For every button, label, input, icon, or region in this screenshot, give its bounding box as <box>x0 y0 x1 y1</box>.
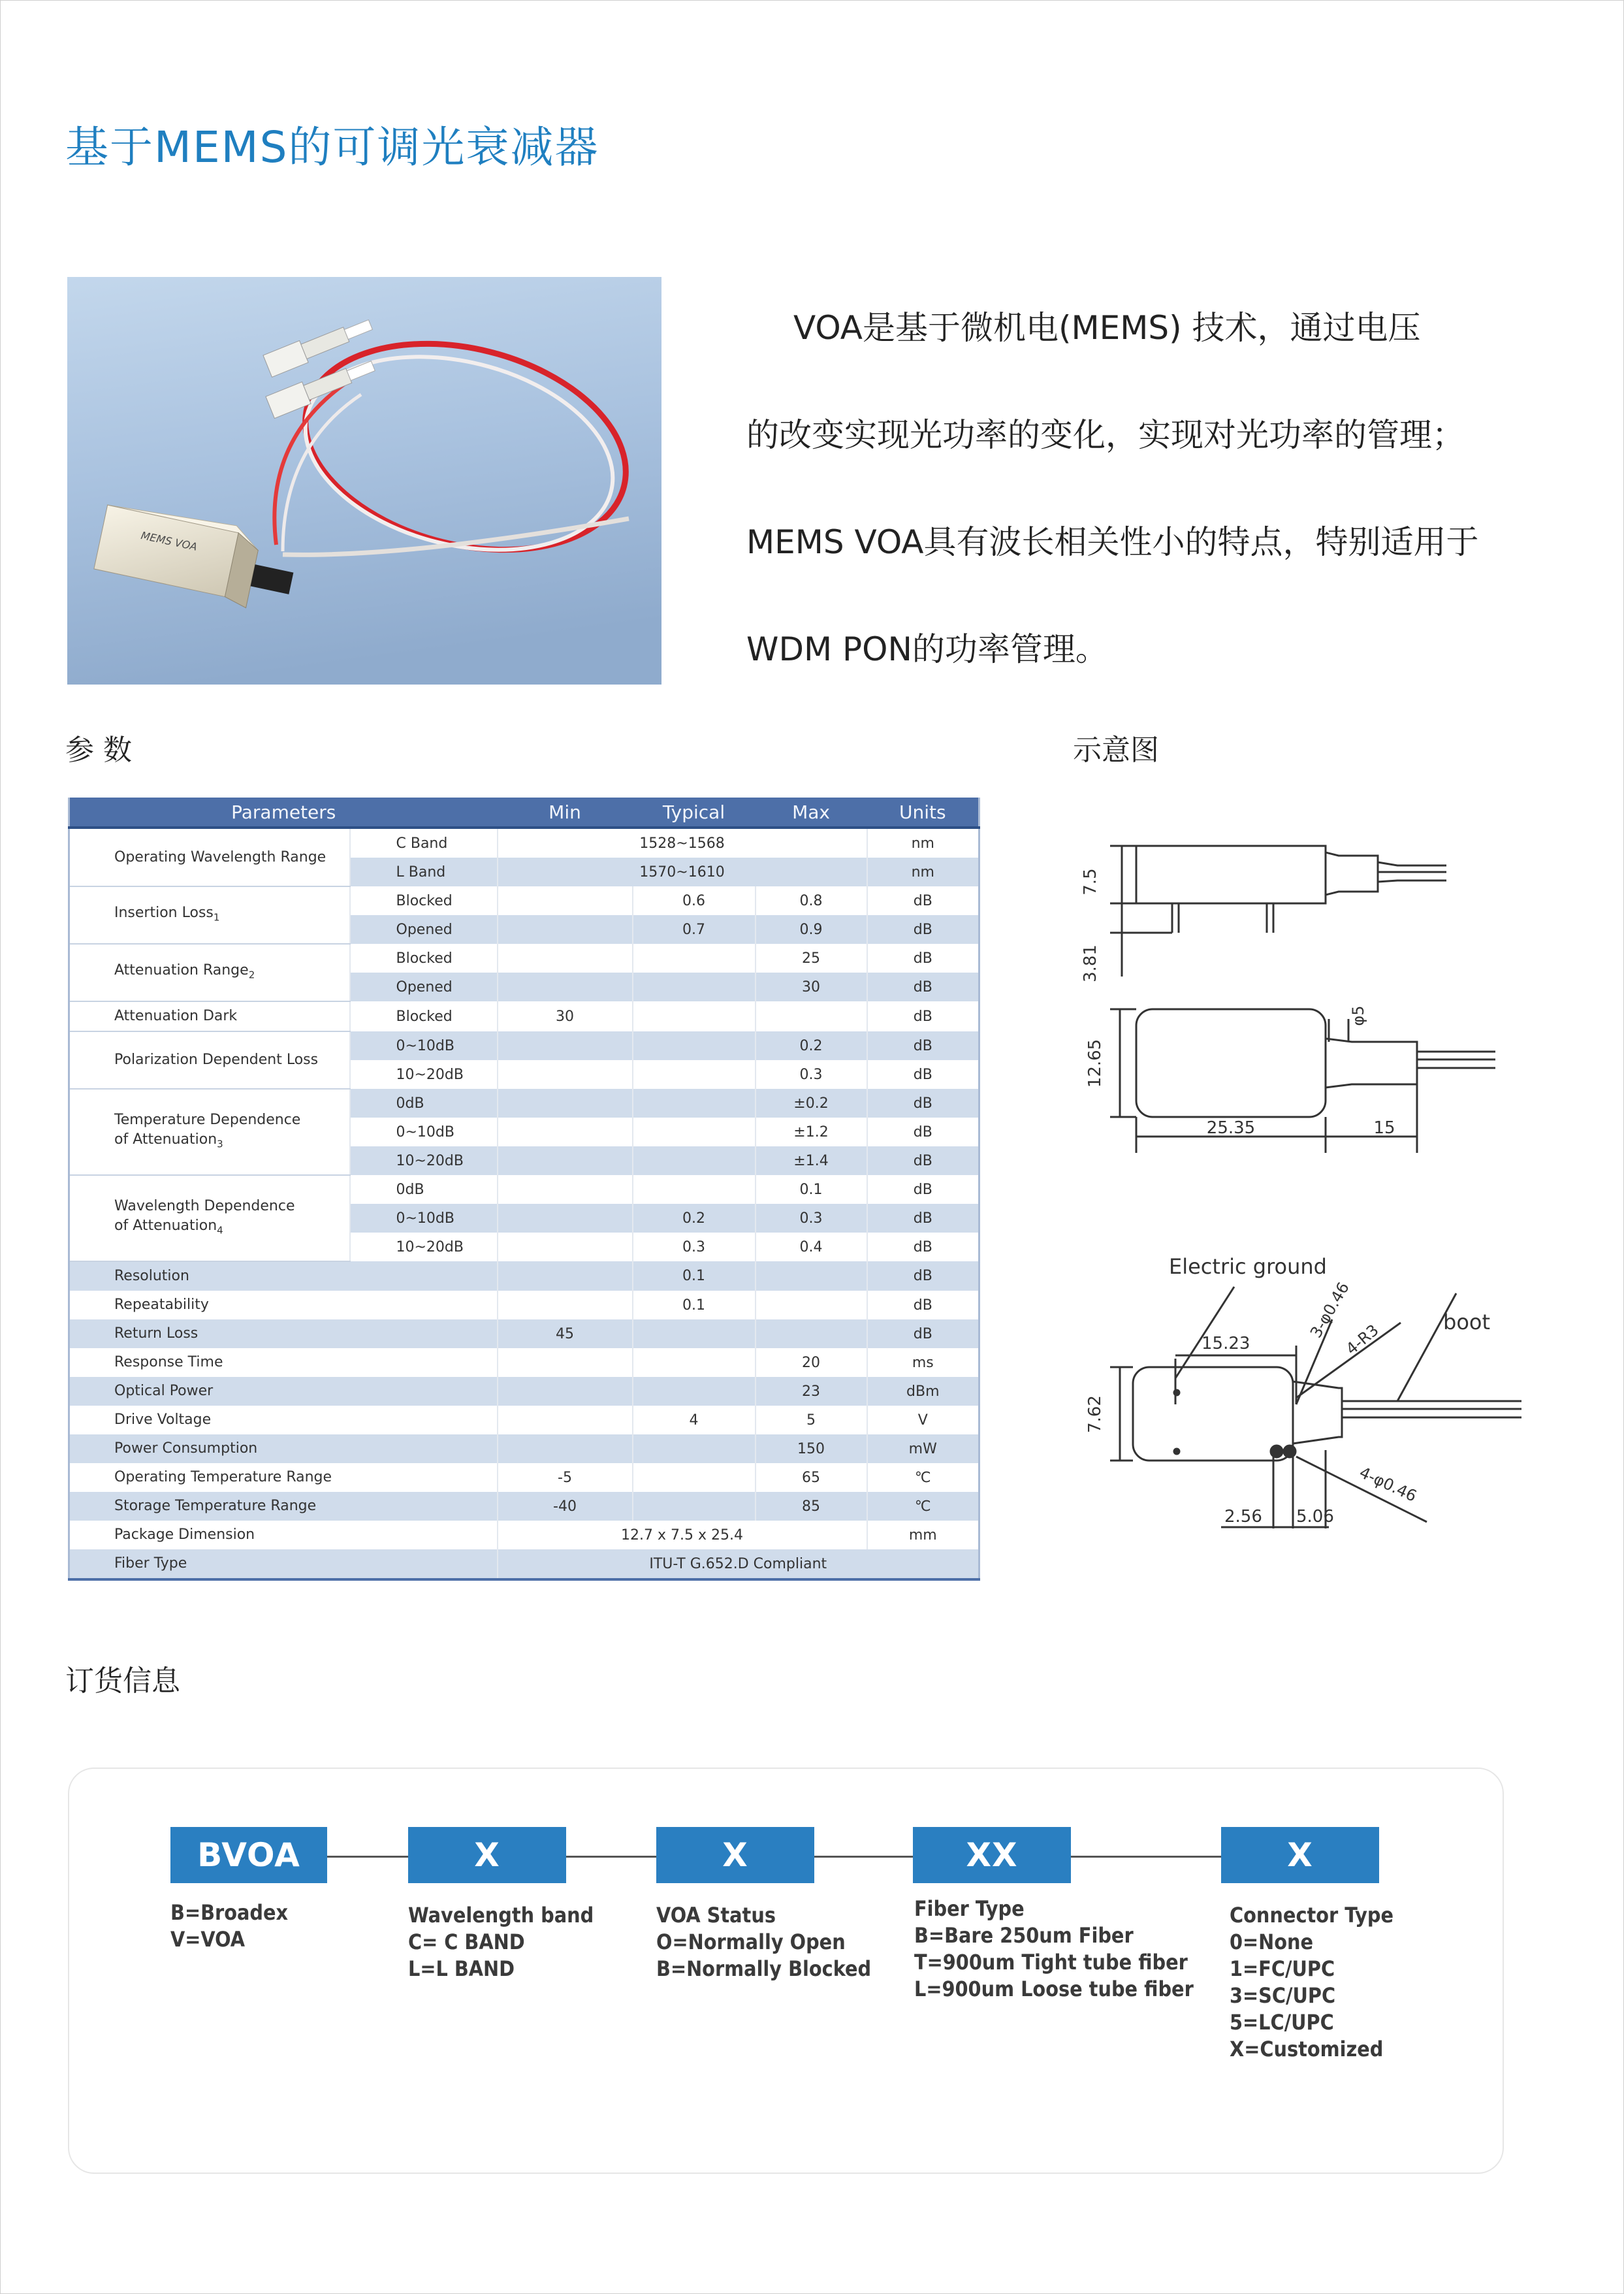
param-unit: dB <box>867 1001 979 1031</box>
param-unit: mm <box>867 1521 979 1549</box>
param-max: 0.4 <box>756 1233 867 1261</box>
param-condition: 0~10dB <box>350 1204 498 1233</box>
param-max: 0.2 <box>756 1031 867 1060</box>
photo-label: MEMS VOA <box>140 529 199 553</box>
section-diagram-heading: 示意图 <box>1073 734 1159 767</box>
param-name: Package Dimension <box>69 1521 498 1549</box>
param-name: Response Time <box>69 1348 498 1377</box>
param-typical <box>633 1492 756 1521</box>
param-min <box>498 1261 633 1291</box>
param-min <box>498 1406 633 1434</box>
param-name: Operating Wavelength Range <box>69 828 350 886</box>
param-name: Resolution <box>69 1261 498 1291</box>
param-max: 0.1 <box>756 1175 867 1204</box>
dim-pitch-b: 5.06 <box>1296 1507 1334 1527</box>
param-condition: Blocked <box>350 886 498 915</box>
param-unit: dB <box>867 1060 979 1089</box>
product-photo <box>67 277 661 685</box>
dim-diameter: φ5 <box>1349 1005 1367 1026</box>
param-unit: V <box>867 1406 979 1434</box>
param-condition: Opened <box>350 973 498 1001</box>
param-name: Operating Temperature Range <box>69 1463 498 1492</box>
table-header-row <box>69 798 979 828</box>
param-unit: dB <box>867 1118 979 1146</box>
param-condition: Opened <box>350 915 498 944</box>
code-desc-status: VOA Status O=Normally Open B=Normally Blocked <box>656 1903 872 1981</box>
param-condition: 0dB <box>350 1175 498 1204</box>
param-condition: Blocked <box>350 1001 498 1031</box>
param-value: ITU-T G.652.D Compliant <box>498 1549 979 1579</box>
param-condition: C Band <box>350 828 498 858</box>
code-desc-wavelength: Wavelength band C= C BAND L=L BAND <box>408 1903 594 1981</box>
table-row <box>69 1463 979 1492</box>
param-condition: 0~10dB <box>350 1031 498 1060</box>
param-unit: dB <box>867 1146 979 1175</box>
table-row <box>69 1089 979 1118</box>
header-min: Min <box>498 798 633 828</box>
label-electric-ground: Electric ground <box>1169 1254 1327 1279</box>
param-max: 0.8 <box>756 886 867 915</box>
code-box-connector: X <box>1221 1827 1379 1883</box>
label-boot: boot <box>1443 1310 1491 1334</box>
param-name: Attenuation Dark <box>69 1001 350 1031</box>
dim-pin-length: 3.81 <box>1081 945 1100 982</box>
param-unit: dB <box>867 1204 979 1233</box>
param-unit: nm <box>867 858 979 886</box>
param-max: 0.9 <box>756 915 867 944</box>
param-typical <box>633 1434 756 1463</box>
param-unit: dB <box>867 1291 979 1319</box>
param-unit: ℃ <box>867 1463 979 1492</box>
param-name: Temperature Dependence of Attenuation$_3$ <box>69 1089 350 1175</box>
intro-paragraph <box>746 274 1543 703</box>
param-name: Polarization Dependent Loss <box>69 1031 350 1089</box>
table-row <box>69 1434 979 1463</box>
header-parameters: Parameters <box>69 798 498 828</box>
param-value: 12.7 x 7.5 x 25.4 <box>498 1521 867 1549</box>
table-row <box>69 1001 979 1031</box>
intro-line: WDM PON的功率管理。 <box>746 630 1108 668</box>
dim-pin-offset: 15.23 <box>1202 1334 1250 1353</box>
table-row <box>69 1175 979 1204</box>
param-min: 30 <box>498 1001 633 1031</box>
table-row <box>69 886 979 915</box>
param-value: 1528~1568 <box>498 828 867 858</box>
page-title: 基于MEMS的可调光衰减器 <box>65 122 599 172</box>
param-max: 0.3 <box>756 1060 867 1089</box>
param-unit: dB <box>867 1031 979 1060</box>
param-min: -5 <box>498 1463 633 1492</box>
param-condition: L Band <box>350 858 498 886</box>
header-max: Max <box>756 798 867 828</box>
table-row <box>69 1348 979 1377</box>
param-min <box>498 1434 633 1463</box>
param-name: Drive Voltage <box>69 1406 498 1434</box>
param-max: ±1.4 <box>756 1146 867 1175</box>
param-value: 1570~1610 <box>498 858 867 886</box>
code-desc-fiber: Fiber Type B=Bare 250um Fiber T=900um Tight tube fiber L=900um Loose tube fiber <box>914 1896 1194 2001</box>
param-name: Optical Power <box>69 1377 498 1406</box>
param-typical: 0.6 <box>633 886 756 915</box>
top-view-drawing <box>1071 986 1528 1156</box>
param-max: 85 <box>756 1492 867 1521</box>
param-max <box>756 1319 867 1348</box>
param-max: 5 <box>756 1406 867 1434</box>
param-unit: mW <box>867 1434 979 1463</box>
header-units: Units <box>867 798 979 828</box>
table-row <box>69 1291 979 1319</box>
param-unit: nm <box>867 828 979 858</box>
code-desc-product: B=Broadex V=VOA <box>170 1900 289 1952</box>
intro-line: MEMS VOA具有波长相关性小的特点，特别适用于 <box>746 523 1479 561</box>
param-name: Power Consumption <box>69 1434 498 1463</box>
parameters-table <box>68 798 980 1581</box>
code-box-status: X <box>656 1827 814 1883</box>
section-order-heading: 订货信息 <box>65 1664 180 1698</box>
param-unit: dB <box>867 1261 979 1291</box>
table-row <box>69 1031 979 1060</box>
param-min: -40 <box>498 1492 633 1521</box>
param-typical: 0.1 <box>633 1261 756 1291</box>
dim-pin-hole: 3-φ0.46 <box>1306 1279 1353 1341</box>
header-typical: Typical <box>633 798 756 828</box>
param-name: Attenuation Range$_2$ <box>69 944 350 1001</box>
param-unit: dB <box>867 1175 979 1204</box>
param-typical: 4 <box>633 1406 756 1434</box>
param-typical: 0.1 <box>633 1291 756 1319</box>
table-row <box>69 1492 979 1521</box>
param-name: Wavelength Dependence of Attenuation$_4$ <box>69 1175 350 1261</box>
table-row <box>69 1377 979 1406</box>
section-params-heading: 参 数 <box>65 734 132 767</box>
param-max: 23 <box>756 1377 867 1406</box>
param-condition: 10~20dB <box>350 1060 498 1089</box>
table-row <box>69 828 979 858</box>
param-name: Fiber Type <box>69 1549 498 1579</box>
footprint-drawing <box>1071 1241 1541 1548</box>
param-unit: dBm <box>867 1377 979 1406</box>
param-max: 65 <box>756 1463 867 1492</box>
code-box-fiber: XX <box>913 1827 1071 1883</box>
param-unit: dB <box>867 973 979 1001</box>
param-min <box>498 1377 633 1406</box>
param-typical: 0.3 <box>633 1233 756 1261</box>
param-typical: 0.2 <box>633 1204 756 1233</box>
param-condition: 0~10dB <box>350 1118 498 1146</box>
dim-radius: 4-R3 <box>1342 1321 1382 1359</box>
dim-length: 25.35 <box>1206 1118 1256 1138</box>
table-row <box>69 1319 979 1348</box>
param-typical <box>633 1463 756 1492</box>
code-box-product: BVOA <box>170 1827 327 1883</box>
param-max: ±1.2 <box>756 1118 867 1146</box>
intro-line: VOA是基于微机电(MEMS) 技术，通过电压 <box>793 309 1421 347</box>
dim-hole-count: 4-φ0.46 <box>1356 1463 1420 1506</box>
param-typical <box>633 1348 756 1377</box>
param-name: Storage Temperature Range <box>69 1492 498 1521</box>
dim-pin-span: 7.62 <box>1085 1395 1105 1433</box>
table-row <box>69 1406 979 1434</box>
param-unit: dB <box>867 886 979 915</box>
side-view-drawing <box>1071 830 1528 993</box>
table-row <box>69 944 979 973</box>
param-min <box>498 1348 633 1377</box>
param-max: 20 <box>756 1348 867 1377</box>
code-desc-connector: Connector Type 0=None 1=FC/UPC 3=SC/UPC 5=LC/UPC X=Customized <box>1230 1903 1394 2061</box>
param-max <box>756 1261 867 1291</box>
param-condition: Blocked <box>350 944 498 973</box>
param-unit: dB <box>867 944 979 973</box>
table-row <box>69 1521 979 1549</box>
param-unit: dB <box>867 1089 979 1118</box>
param-condition: 0dB <box>350 1089 498 1118</box>
param-unit: dB <box>867 915 979 944</box>
dim-pitch-a: 2.56 <box>1224 1507 1262 1527</box>
param-max: 25 <box>756 944 867 973</box>
param-name: Repeatability <box>69 1291 498 1319</box>
dim-height: 7.5 <box>1081 868 1100 896</box>
param-condition: 10~20dB <box>350 1146 498 1175</box>
param-min: 45 <box>498 1319 633 1348</box>
param-unit: ms <box>867 1348 979 1377</box>
param-max: 150 <box>756 1434 867 1463</box>
dim-boot-length: 15 <box>1373 1118 1395 1138</box>
param-max <box>756 1291 867 1319</box>
param-max: 0.3 <box>756 1204 867 1233</box>
param-unit: dB <box>867 1233 979 1261</box>
param-typical: 0.7 <box>633 915 756 944</box>
dim-width: 12.65 <box>1085 1039 1105 1088</box>
param-typical <box>633 1319 756 1348</box>
param-typical <box>633 1377 756 1406</box>
param-max: 30 <box>756 973 867 1001</box>
table-row <box>69 1549 979 1579</box>
intro-line: 的改变实现光功率的变化，实现对光功率的管理； <box>746 416 1465 454</box>
param-name: Insertion Loss$_1$ <box>69 886 350 944</box>
param-unit: dB <box>867 1319 979 1348</box>
param-name: Return Loss <box>69 1319 498 1348</box>
param-min <box>498 1291 633 1319</box>
code-box-wavelength: X <box>408 1827 566 1883</box>
param-unit: ℃ <box>867 1492 979 1521</box>
table-row <box>69 1261 979 1291</box>
param-condition: 10~20dB <box>350 1233 498 1261</box>
param-max: ±0.2 <box>756 1089 867 1118</box>
